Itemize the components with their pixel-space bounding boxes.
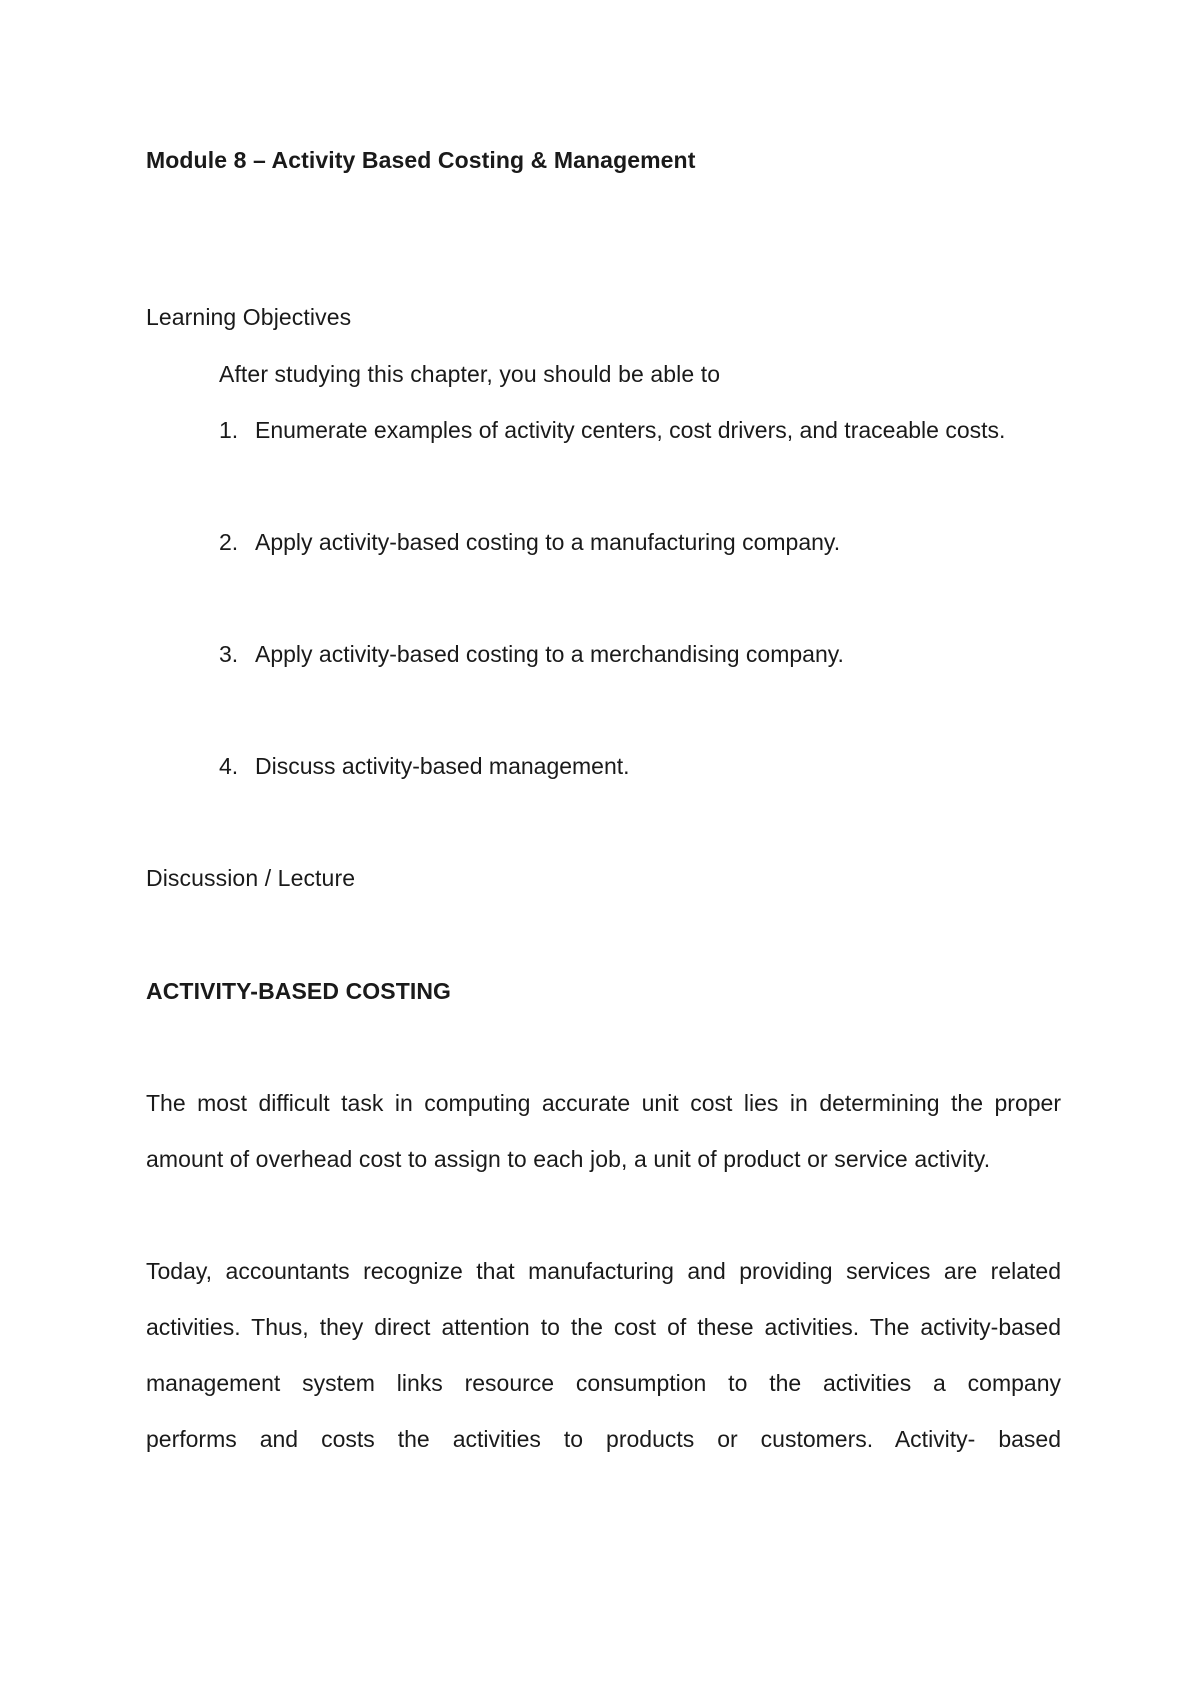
objective-item bbox=[219, 416, 1005, 444]
discussion-heading: Discussion / Lecture bbox=[146, 865, 356, 891]
paragraph-line: management system links resource consumption to the activities a company bbox=[146, 1370, 1061, 1396]
objective-text: Enumerate examples of activity centers, cost drivers, and traceable costs. bbox=[255, 417, 1006, 443]
objective-item bbox=[219, 640, 844, 668]
objectives-intro: After studying this chapter, you should be able to bbox=[219, 361, 721, 387]
objective-number: 1. bbox=[219, 417, 239, 443]
objective-number: 2. bbox=[219, 529, 239, 555]
paragraph-line: performs and costs the activities to products or customers. Activity- based bbox=[146, 1426, 1061, 1452]
section-heading: ACTIVITY-BASED COSTING bbox=[146, 978, 452, 1004]
objective-number: 4. bbox=[219, 753, 239, 779]
learning-objectives-heading: Learning Objectives bbox=[146, 304, 352, 330]
paragraph-line: Today, accountants recognize that manufacturing and providing services are related bbox=[146, 1258, 1061, 1284]
objective-text: Apply activity-based costing to a merchandising company. bbox=[255, 641, 844, 667]
paragraph-line: activities. Thus, they direct attention to the cost of these activities. The activity-based bbox=[146, 1314, 1061, 1340]
module-title: Module 8 – Activity Based Costing & Management bbox=[146, 147, 696, 173]
objective-item bbox=[219, 528, 840, 556]
paragraph-line: The most difficult task in computing accurate unit cost lies in determining the proper bbox=[146, 1090, 1061, 1116]
objective-text: Apply activity-based costing to a manufacturing company. bbox=[255, 529, 841, 555]
objective-item bbox=[219, 752, 630, 780]
objective-text: Discuss activity-based management. bbox=[255, 753, 630, 779]
objective-number: 3. bbox=[219, 641, 239, 667]
paragraph-line: amount of overhead cost to assign to each job, a unit of product or service activity. bbox=[146, 1146, 991, 1172]
